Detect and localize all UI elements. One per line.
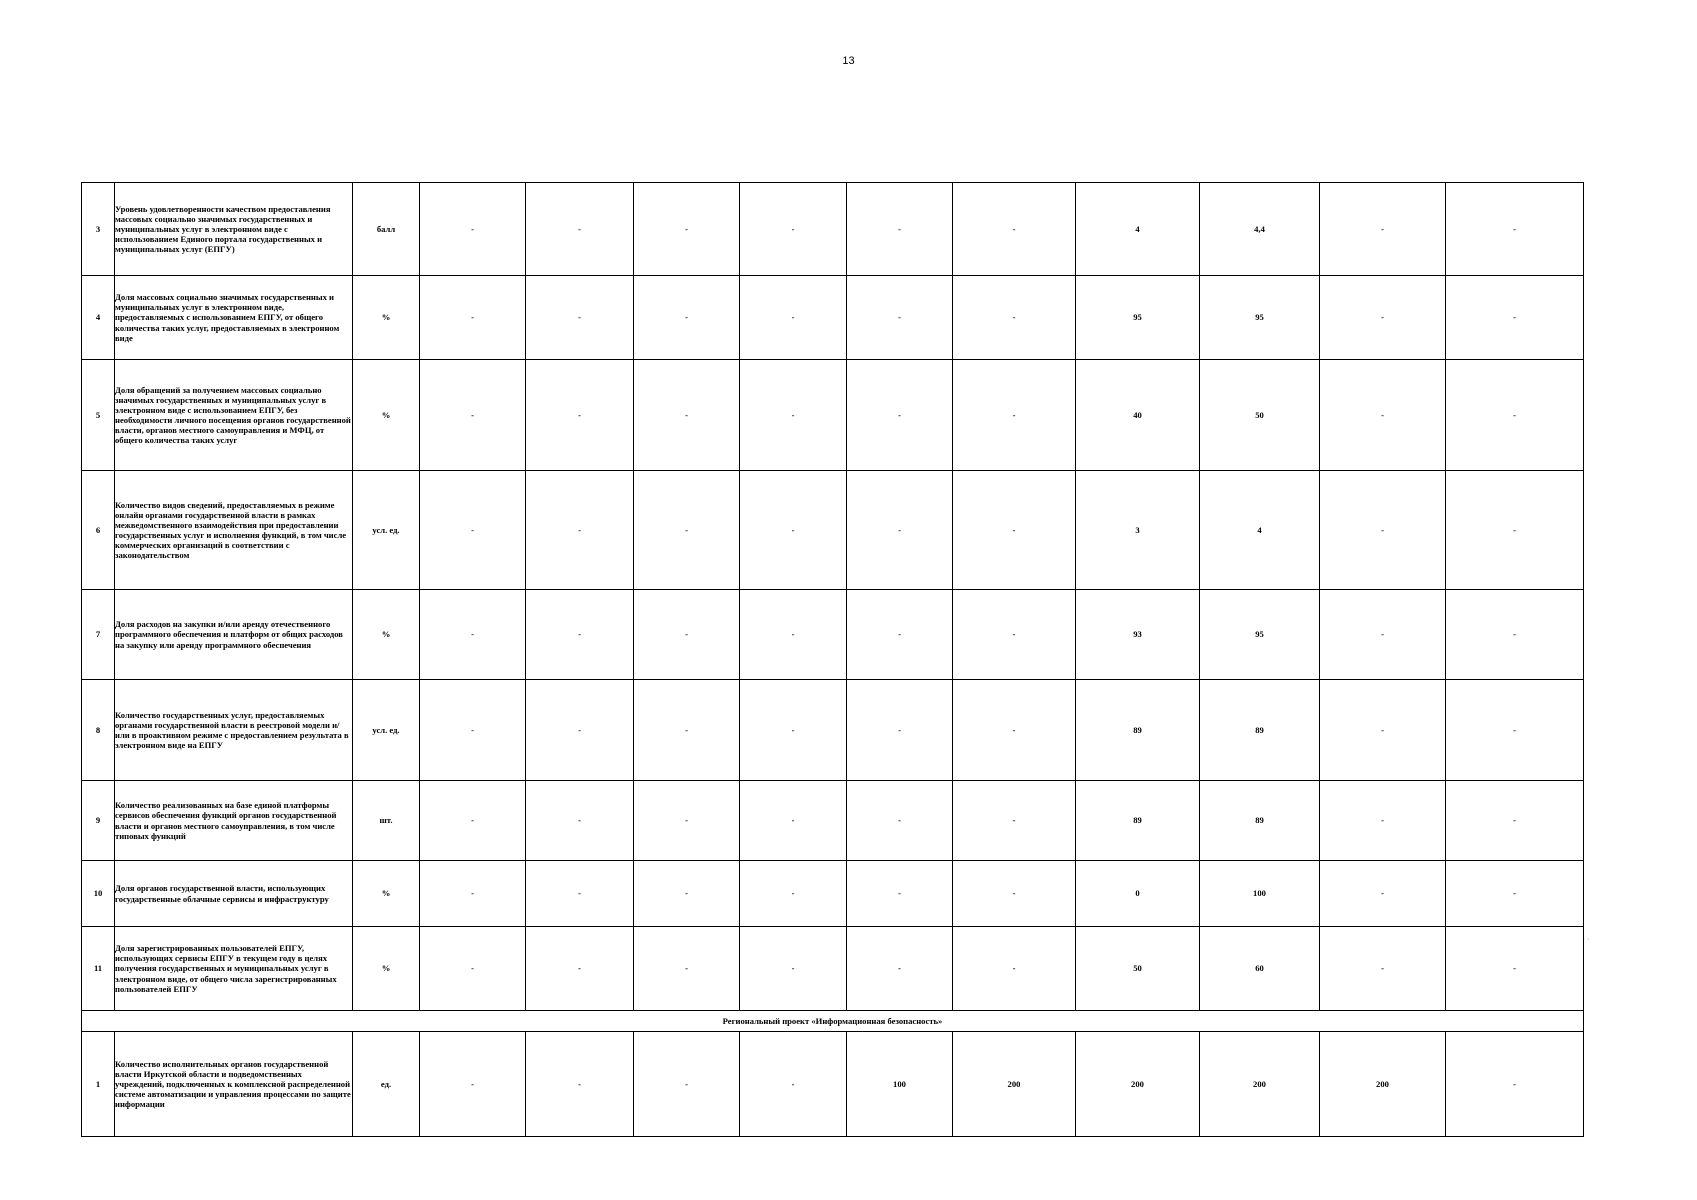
value-cell: 4,4 [1200,183,1320,276]
value-cell: 200 [1320,1032,1446,1137]
unit-cell: ед. [353,1032,420,1137]
value-cell: - [1320,471,1446,590]
value-cell: 4 [1200,471,1320,590]
value-cell: 89 [1200,781,1320,861]
row-number: 8 [82,680,115,781]
value-cell: - [847,360,953,471]
value-cell: - [1446,861,1584,927]
value-cell: - [1320,861,1446,927]
unit-cell: % [353,927,420,1011]
value-cell: 200 [1076,1032,1200,1137]
value-cell: - [420,360,526,471]
value-cell: - [634,590,740,680]
value-cell: - [740,360,847,471]
value-cell: - [634,276,740,360]
row-number: 9 [82,781,115,861]
value-cell: 50 [1076,927,1200,1011]
indicators-table [81,182,1584,1137]
value-cell: - [847,276,953,360]
table-row [82,781,1584,861]
row-number: 11 [82,927,115,1011]
table-row [82,680,1584,781]
value-cell: - [634,183,740,276]
value-cell: - [953,276,1076,360]
value-cell: - [1320,927,1446,1011]
value-cell: - [1320,680,1446,781]
value-cell: - [634,1032,740,1137]
value-cell: - [953,781,1076,861]
indicator-name: Доля зарегистрированных пользователей ЕПГУ, использующих сервисы ЕПГУ в текущем году в целях получения государственных и муниципальных услуг в электронном виде, от общего числа зарегистрированных пользователей ЕПГУ [115,927,353,1011]
value-cell: - [420,1032,526,1137]
unit-cell: % [353,590,420,680]
value-cell: - [420,276,526,360]
value-cell: - [526,183,634,276]
value-cell: 93 [1076,590,1200,680]
value-cell: 95 [1200,276,1320,360]
value-cell: 95 [1200,590,1320,680]
table-row [82,471,1584,590]
value-cell: - [847,183,953,276]
value-cell: - [1320,360,1446,471]
value-cell: - [1446,1032,1584,1137]
table-row [82,861,1584,927]
value-cell: - [634,781,740,861]
value-cell: 200 [1200,1032,1320,1137]
value-cell: - [1320,781,1446,861]
value-cell: - [526,360,634,471]
indicator-name: Уровень удовлетворенности качеством предоставления массовых социально значимых государственных и муниципальных услуг в электронном виде с использованием Единого портала государственных и муниципальных услуг (ЕПГУ) [115,183,353,276]
indicator-name: Количество реализованных на базе единой платформы сервисов обеспечения функций органов государственной власти и органов местного самоуправления, в том числе типовых функций [115,781,353,861]
value-cell: - [1446,781,1584,861]
value-cell: - [420,471,526,590]
value-cell: 0 [1076,861,1200,927]
indicator-name: Доля органов государственной власти, использующих государственные облачные сервисы и инфраструктуру [115,861,353,927]
value-cell: - [420,183,526,276]
value-cell: 200 [953,1032,1076,1137]
value-cell: - [526,276,634,360]
value-cell: - [740,471,847,590]
value-cell: - [1446,276,1584,360]
unit-cell: усл. ед. [353,471,420,590]
value-cell: - [740,590,847,680]
value-cell: - [847,781,953,861]
value-cell: - [953,471,1076,590]
row-number: 3 [82,183,115,276]
value-cell: - [526,1032,634,1137]
indicator-name: Количество государственных услуг, предоставляемых органами государственной власти в реестровой модели и/или в проактивном режиме с предоставлением результата в электронном виде на ЕПГУ [115,680,353,781]
section-row [82,1011,1584,1032]
value-cell: - [1446,360,1584,471]
value-cell: 100 [1200,861,1320,927]
section-title: Региональный проект «Информационная безопасность» [82,1011,1584,1032]
value-cell: 50 [1200,360,1320,471]
table-row [82,927,1584,1011]
table-row [82,1032,1584,1137]
value-cell: 4 [1076,183,1200,276]
row-number: 6 [82,471,115,590]
value-cell: 60 [1200,927,1320,1011]
value-cell: 89 [1076,781,1200,861]
table-row [82,360,1584,471]
value-cell: - [953,680,1076,781]
value-cell: - [740,276,847,360]
table-row [82,183,1584,276]
value-cell: - [847,861,953,927]
value-cell: - [420,590,526,680]
value-cell: - [1446,680,1584,781]
value-cell: 100 [847,1032,953,1137]
value-cell: - [847,471,953,590]
unit-cell: % [353,276,420,360]
value-cell: 89 [1200,680,1320,781]
value-cell: - [634,471,740,590]
value-cell: - [420,781,526,861]
value-cell: 3 [1076,471,1200,590]
value-cell: - [526,927,634,1011]
value-cell: - [1446,590,1584,680]
indicator-name: Доля массовых социально значимых государственных и муниципальных услуг в электронном виде, предоставляемых с использованием ЕПГУ, от общего количества таких услуг, предоставляемых в электронном виде [115,276,353,360]
value-cell: - [740,1032,847,1137]
unit-cell: усл. ед. [353,680,420,781]
value-cell: - [847,590,953,680]
value-cell: 95 [1076,276,1200,360]
value-cell: - [420,680,526,781]
table-row [82,590,1584,680]
value-cell: - [634,861,740,927]
value-cell: - [847,927,953,1011]
indicator-name: Доля расходов на закупки и/или аренду отечественного программного обеспечения и платформ от общих расходов на закупку или аренду программного обеспечения [115,590,353,680]
value-cell: - [740,861,847,927]
indicator-name: Доля обращений за получением массовых социально значимых государственных и муниципальных услуг в электронном виде с использованием ЕПГУ, без необходимости личного посещения органов государственной власти, органов местного самоуправления и МФЦ, от общего количества таких услуг [115,360,353,471]
page-number: 13 [842,55,855,67]
value-cell: - [1320,276,1446,360]
value-cell: - [420,861,526,927]
value-cell: - [1446,183,1584,276]
value-cell: - [953,927,1076,1011]
value-cell: - [1320,590,1446,680]
row-number: 5 [82,360,115,471]
value-cell: - [953,861,1076,927]
unit-cell: балл [353,183,420,276]
value-cell: - [420,927,526,1011]
value-cell: - [953,590,1076,680]
value-cell: - [526,861,634,927]
row-number: 10 [82,861,115,927]
scan-mark: · [1587,935,1590,944]
row-number: 1 [82,1032,115,1137]
value-cell: - [526,781,634,861]
indicator-name: Количество исполнительных органов государственной власти Иркутской области и подведомственных учреждений, подключенных к комплексной распределенной системе автоматизации и управления процессами по защите информации [115,1032,353,1137]
value-cell: - [1320,183,1446,276]
value-cell: - [526,590,634,680]
value-cell: 40 [1076,360,1200,471]
value-cell: - [740,927,847,1011]
indicator-name: Количество видов сведений, предоставляемых в режиме онлайн органами государственной власти в рамках межведомственного взаимодействия при предоставлении государственных услуг и исполнения функций, в том числе коммерческих организаций в соответствии с законодательством [115,471,353,590]
unit-cell: шт. [353,781,420,861]
unit-cell: % [353,360,420,471]
value-cell: - [847,680,953,781]
row-number: 7 [82,590,115,680]
table-row [82,276,1584,360]
value-cell: - [526,680,634,781]
row-number: 4 [82,276,115,360]
value-cell: - [740,680,847,781]
value-cell: 89 [1076,680,1200,781]
value-cell: - [634,927,740,1011]
value-cell: - [740,183,847,276]
table-body [82,183,1584,1137]
unit-cell: % [353,861,420,927]
value-cell: - [634,680,740,781]
value-cell: - [1446,471,1584,590]
value-cell: - [953,360,1076,471]
value-cell: - [634,360,740,471]
value-cell: - [953,183,1076,276]
value-cell: - [740,781,847,861]
value-cell: - [1446,927,1584,1011]
value-cell: - [526,471,634,590]
